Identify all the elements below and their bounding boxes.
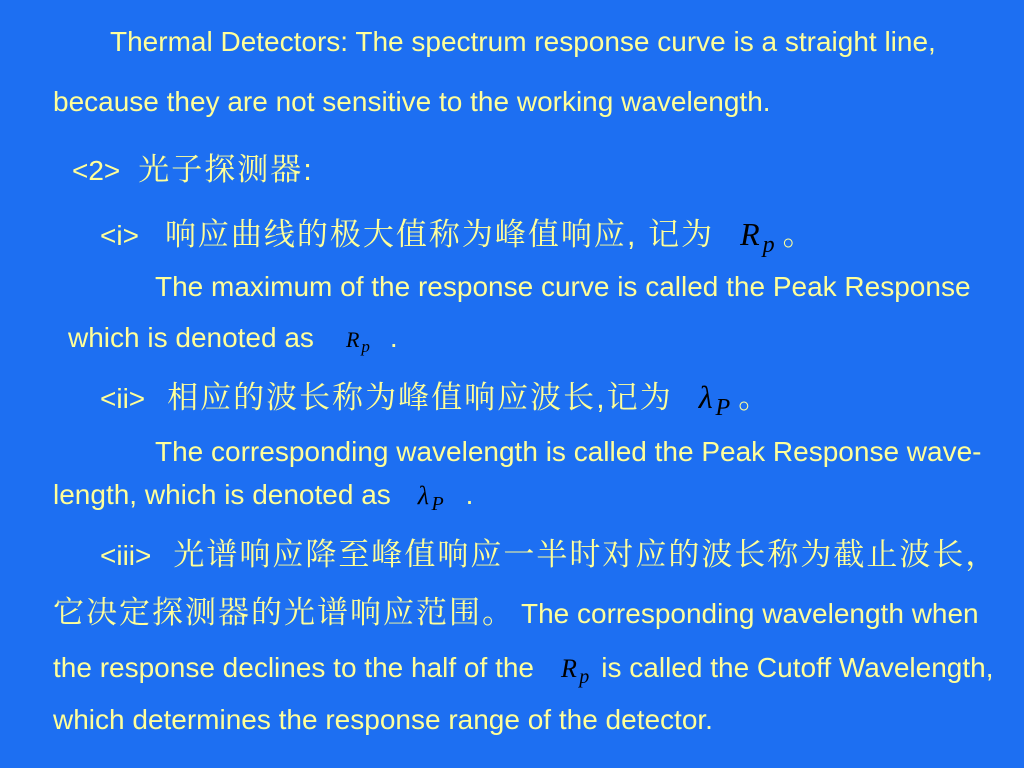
item-i-en-line-1: The maximum of the response curve is called the Peak Response: [155, 271, 971, 302]
item-iii-en-line-3: which determines the response range of the detector.: [53, 704, 713, 735]
item-i-en-text: which is denoted as: [68, 322, 314, 353]
symbol-subscript: p: [579, 666, 590, 688]
item-iii-en-text-2b: is called the Cutoff Wavelength,: [601, 652, 994, 683]
item-iii-zh-text-2: 它决定探测器的光谱响应范围。: [53, 595, 515, 630]
item-iii-en-text-1: The corresponding wavelength when: [521, 598, 979, 629]
symbol-subscript: p: [361, 337, 370, 357]
item-i-zh-line: [100, 216, 816, 259]
peak-response-symbol: [345, 327, 370, 357]
photon-detectors-heading: [72, 152, 314, 189]
item-iii-en-text-2a: the response declines to the half of the: [53, 652, 534, 683]
item-i-zh-text: 响应曲线的极大值称为峰值响应, 记为: [164, 217, 715, 252]
symbol-base: R: [345, 327, 360, 352]
item-iii-zh-text-1: 光谱响应降至峰值响应一半时对应的波长称为截止波长，: [173, 537, 999, 572]
symbol-base: λ: [698, 379, 713, 415]
symbol-base: R: [740, 216, 760, 252]
item-i-zh-end: 。: [782, 217, 816, 252]
item-ii-zh-line: [100, 379, 772, 422]
section-marker: <2>: [72, 155, 121, 186]
item-iii-marker: <iii>: [100, 540, 152, 571]
symbol-base: R: [561, 654, 577, 683]
symbol-subscript: P: [715, 395, 731, 422]
item-iii-line-2: [53, 595, 979, 632]
item-ii-marker: <ii>: [100, 383, 146, 414]
item-ii-zh-end: 。: [738, 380, 772, 415]
peak-response-symbol: [740, 216, 775, 259]
peak-response-symbol: [561, 654, 590, 688]
item-ii-en-end: .: [465, 479, 474, 510]
symbol-base: λ: [417, 481, 430, 510]
section-title: 光子探测器:: [138, 152, 314, 187]
thermal-detectors-line-2: because they are not sensitive to the working wavelength.: [53, 86, 771, 117]
item-iii-zh-line-1: [100, 537, 998, 574]
thermal-detectors-line-1: Thermal Detectors: The spectrum response curve is a straight line,: [110, 26, 936, 57]
symbol-subscript: p: [762, 232, 775, 259]
item-i-en-line-2: [68, 320, 398, 356]
symbol-subscript: P: [431, 493, 444, 515]
item-iii-en-line-2: [53, 650, 994, 686]
item-ii-en-line-1: The corresponding wavelength is called the Peak Response wave-: [155, 436, 982, 467]
item-ii-en-line-2: [53, 477, 473, 513]
peak-wavelength-symbol: [417, 481, 444, 515]
item-ii-zh-text: 相应的波长称为峰值响应波长,记为: [167, 380, 673, 415]
peak-wavelength-symbol: [698, 379, 731, 422]
item-i-marker: <i>: [100, 220, 139, 251]
item-ii-en-text: length, which is denoted as: [53, 479, 391, 510]
item-i-en-end: .: [389, 322, 398, 353]
